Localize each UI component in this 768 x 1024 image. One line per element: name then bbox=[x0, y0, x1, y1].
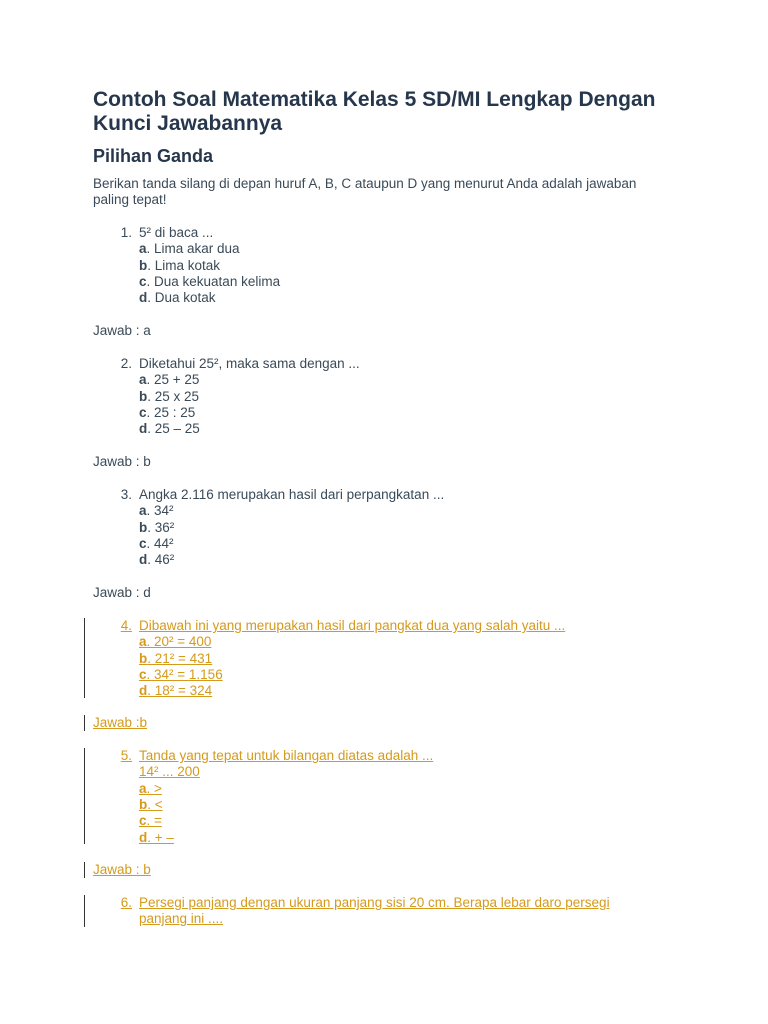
question-stem: Dibawah ini yang merupakan hasil dari pangkat dua yang salah yaitu ... bbox=[139, 618, 566, 633]
option-text: . < bbox=[147, 796, 163, 812]
option-text: . 21² = 431 bbox=[147, 650, 213, 666]
option-letter: a bbox=[139, 780, 147, 796]
section-heading: Pilihan Ganda bbox=[93, 146, 214, 166]
option-text: . 34² = 1.156 bbox=[146, 666, 223, 682]
question-stem: 5² di baca ... bbox=[139, 225, 214, 240]
option-letter: b bbox=[139, 796, 148, 812]
instructions-paragraph: Berikan tanda silang di depan huruf A, B, C ataupun D yang menurut Anda adalah jawaban paling tepat! bbox=[93, 176, 637, 208]
option-c bbox=[139, 667, 223, 683]
option-letter: a bbox=[139, 503, 147, 519]
option-letter: d bbox=[139, 829, 148, 845]
option-letter: b bbox=[139, 257, 148, 273]
option-letter: c bbox=[139, 404, 147, 420]
option-text: . = bbox=[146, 813, 162, 829]
option-a bbox=[139, 634, 211, 650]
option-d bbox=[139, 830, 174, 846]
document-title: Contoh Soal Matematika Kelas 5 SD/MI Lengkap Dengan Kunci Jawabannya bbox=[93, 88, 656, 135]
option-letter: d bbox=[139, 421, 148, 437]
question-stem: Angka 2.116 merupakan hasil dari perpangkatan ... bbox=[139, 487, 445, 502]
change-bar bbox=[84, 715, 85, 731]
answer-1: Jawab : a bbox=[93, 323, 151, 338]
option-letter: d bbox=[139, 683, 148, 699]
option-a bbox=[139, 241, 240, 257]
question-stem-line-2: panjang ini .... bbox=[139, 911, 224, 927]
option-d bbox=[139, 421, 200, 437]
question-stem-line-2: 14² ... 200 bbox=[139, 764, 200, 780]
question-number: 6. bbox=[120, 895, 132, 910]
option-letter: a bbox=[139, 372, 147, 388]
option-letter: d bbox=[139, 552, 148, 568]
option-a bbox=[139, 372, 199, 388]
question-number: 3. bbox=[120, 487, 132, 502]
option-d bbox=[139, 683, 212, 699]
option-text: . 25 – 25 bbox=[147, 421, 200, 437]
option-text: . 25 + 25 bbox=[146, 372, 200, 388]
option-a bbox=[139, 503, 174, 519]
option-c bbox=[139, 536, 174, 552]
option-text: . 18² = 324 bbox=[147, 683, 213, 699]
option-text: . 46² bbox=[147, 552, 175, 568]
option-b bbox=[139, 258, 220, 274]
option-text: . 20² = 400 bbox=[146, 634, 212, 650]
change-bar bbox=[84, 862, 85, 878]
answer-5: Jawab : b bbox=[93, 862, 151, 877]
option-letter: c bbox=[139, 535, 147, 551]
question-number: 5. bbox=[120, 748, 132, 763]
question-number: 4. bbox=[120, 618, 132, 633]
option-text: . Dua kotak bbox=[147, 290, 216, 306]
option-letter: b bbox=[139, 650, 148, 666]
option-c bbox=[139, 274, 280, 290]
question-stem: Tanda yang tepat untuk bilangan diatas adalah ... bbox=[139, 748, 434, 763]
option-text: . > bbox=[146, 780, 162, 796]
option-b bbox=[139, 651, 212, 667]
change-bar bbox=[84, 618, 85, 698]
option-d bbox=[139, 290, 216, 306]
option-text: . 25 x 25 bbox=[147, 388, 200, 404]
option-text: . Lima kotak bbox=[147, 257, 221, 273]
option-letter: a bbox=[139, 241, 147, 257]
option-a bbox=[139, 781, 162, 797]
option-text: . Dua kekuatan kelima bbox=[146, 273, 281, 289]
option-letter: c bbox=[139, 666, 147, 682]
question-number: 2. bbox=[120, 356, 132, 371]
option-b bbox=[139, 797, 163, 813]
option-letter: a bbox=[139, 634, 147, 650]
option-text: . Lima akar dua bbox=[146, 241, 240, 257]
option-c bbox=[139, 405, 195, 421]
option-letter: c bbox=[139, 813, 147, 829]
question-stem: Diketahui 25², maka sama dengan ... bbox=[139, 356, 360, 371]
option-text: . 34² bbox=[146, 503, 174, 519]
option-letter: d bbox=[139, 290, 148, 306]
change-bar bbox=[84, 748, 85, 844]
change-bar bbox=[84, 895, 85, 927]
answer-4: Jawab :b bbox=[93, 715, 148, 730]
option-letter: c bbox=[139, 273, 147, 289]
option-text: . + – bbox=[147, 829, 174, 845]
option-text: . 36² bbox=[147, 519, 175, 535]
option-b bbox=[139, 389, 199, 405]
option-letter: b bbox=[139, 388, 148, 404]
option-text: . 25 : 25 bbox=[146, 404, 196, 420]
question-stem: Persegi panjang dengan ukuran panjang sisi 20 cm. Berapa lebar daro persegi bbox=[139, 895, 610, 910]
option-b bbox=[139, 520, 174, 536]
question-number: 1. bbox=[120, 225, 132, 240]
answer-3: Jawab : d bbox=[93, 585, 151, 600]
option-c bbox=[139, 813, 162, 829]
option-text: . 44² bbox=[146, 535, 174, 551]
answer-2: Jawab : b bbox=[93, 454, 151, 469]
option-d bbox=[139, 552, 174, 568]
option-letter: b bbox=[139, 519, 148, 535]
